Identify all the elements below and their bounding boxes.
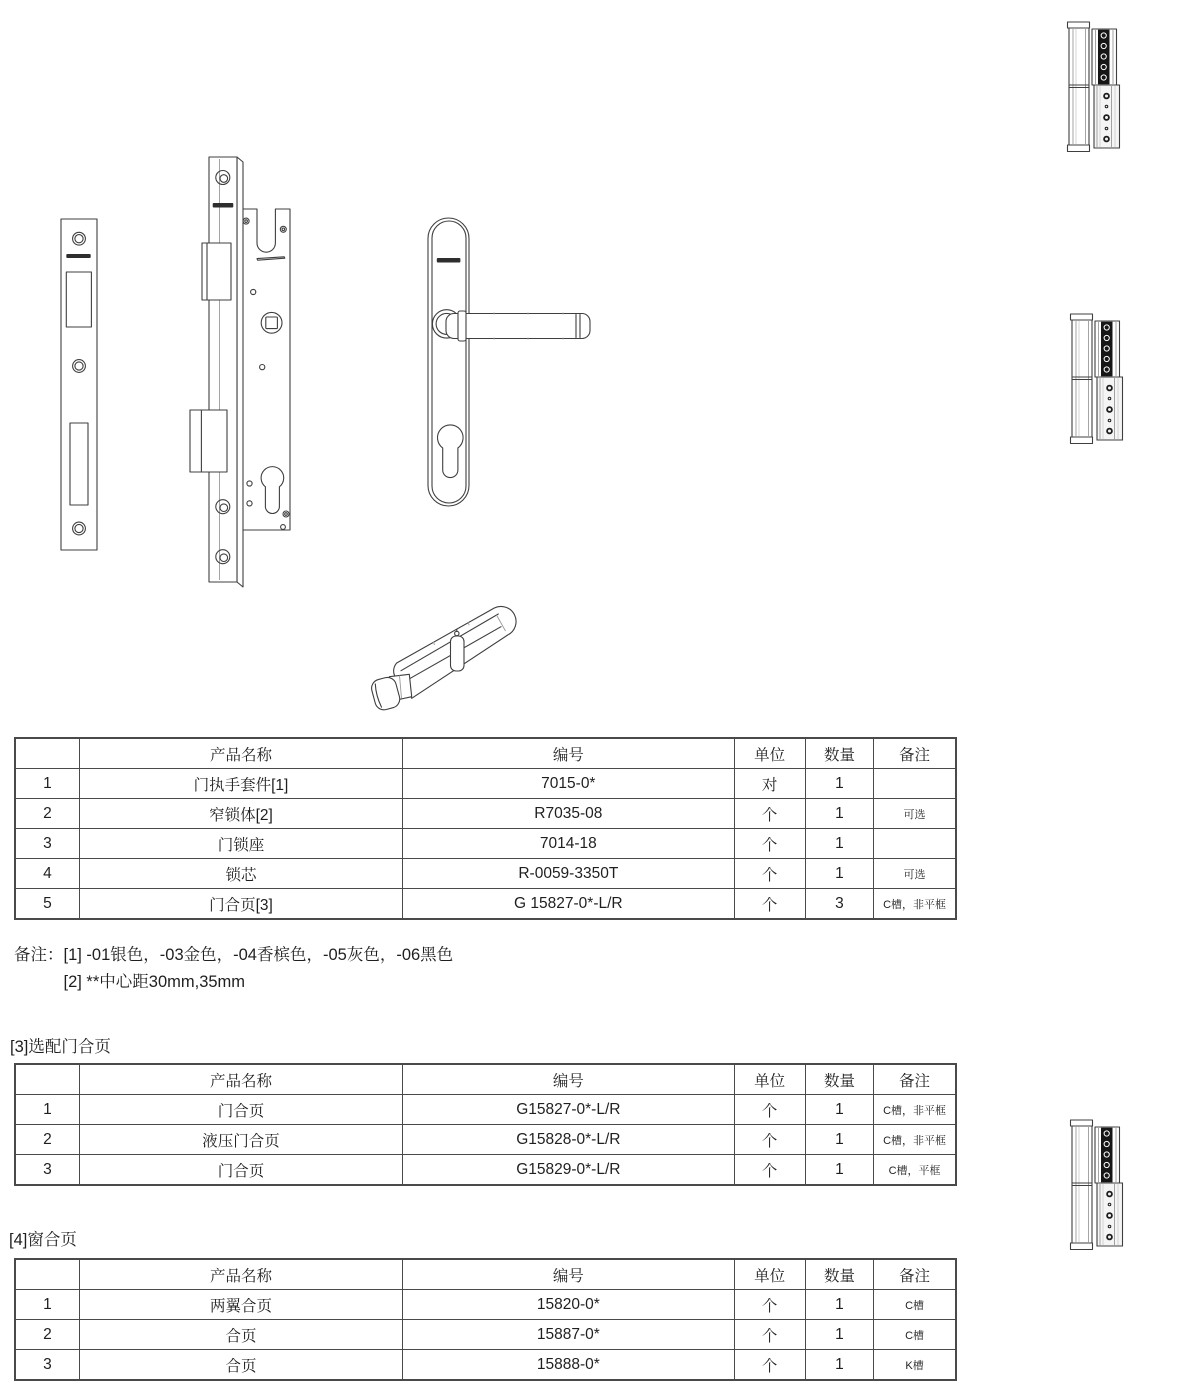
col-remark: 备注 xyxy=(874,738,956,769)
col-qty: 数量 xyxy=(805,738,873,769)
window-hinge-section-title: [4]窗合页 xyxy=(9,1231,77,1249)
col-no xyxy=(15,738,79,769)
table-row: 2 液压门合页 G15828-0*-L/R 个 1 C槽，非平框 xyxy=(15,1125,956,1155)
notes-label: 备注： xyxy=(14,946,64,964)
door-hinge-section-title: [3]选配门合页 xyxy=(10,1038,111,1056)
table-row: 1 两翼合页 15820-0* 个 1 C槽 xyxy=(15,1290,956,1320)
strike-plate-drawing xyxy=(55,215,103,555)
window-hinge-drawing xyxy=(1068,1119,1122,1251)
table-row: 3 门锁座 7014-18 个 1 xyxy=(15,829,956,859)
main-parts-table xyxy=(14,737,957,920)
brand-mark xyxy=(66,254,90,258)
handle-drawing xyxy=(415,215,600,520)
brand-mark xyxy=(213,203,234,208)
table-row: 1 门合页 G15827-0*-L/R 个 1 C槽，非平框 xyxy=(15,1095,956,1125)
table-header-row: 产品名称 编号 单位 数量 备注 xyxy=(15,1064,956,1095)
door-hinge-drawing-2 xyxy=(1068,313,1122,445)
col-unit: 单位 xyxy=(734,738,805,769)
door-hinge-drawing-1 xyxy=(1065,21,1119,153)
col-product-name: 产品名称 xyxy=(79,738,402,769)
table-header-row xyxy=(15,738,956,769)
table-row: 4 锁芯 R-0059-3350T 个 1 可选 xyxy=(15,859,956,889)
table-row: 2 合页 15887-0* 个 1 C槽 xyxy=(15,1320,956,1350)
table-row: 5 门合页[3] G 15827-0*-L/R 个 3 C槽，非平框 xyxy=(15,889,956,920)
note-line-1: [1] -01银色，-03金色，-04香槟色，-05灰色，-06黑色 xyxy=(63,946,454,964)
brand-mark xyxy=(437,258,461,263)
table-row: 3 合页 15888-0* 个 1 K槽 xyxy=(15,1350,956,1381)
note-line-2: [2] **中心距30mm,35mm xyxy=(63,973,246,991)
window-hinge-table xyxy=(14,1258,957,1381)
lever-handle xyxy=(446,314,590,339)
col-code: 编号 xyxy=(403,738,734,769)
cylinder-drawing xyxy=(360,595,540,720)
notes xyxy=(14,942,453,996)
door-hinge-table xyxy=(14,1063,957,1186)
table-header-row: 产品名称 编号 单位 数量 备注 xyxy=(15,1259,956,1290)
lock-body-drawing xyxy=(185,150,297,592)
table-row: 1 门执手套件[1] 7015-0* 对 1 xyxy=(15,769,956,799)
table-row: 3 门合页 G15829-0*-L/R 个 1 C槽，平框 xyxy=(15,1155,956,1186)
table-row: 2 窄锁体[2] R7035-08 个 1 可选 xyxy=(15,799,956,829)
